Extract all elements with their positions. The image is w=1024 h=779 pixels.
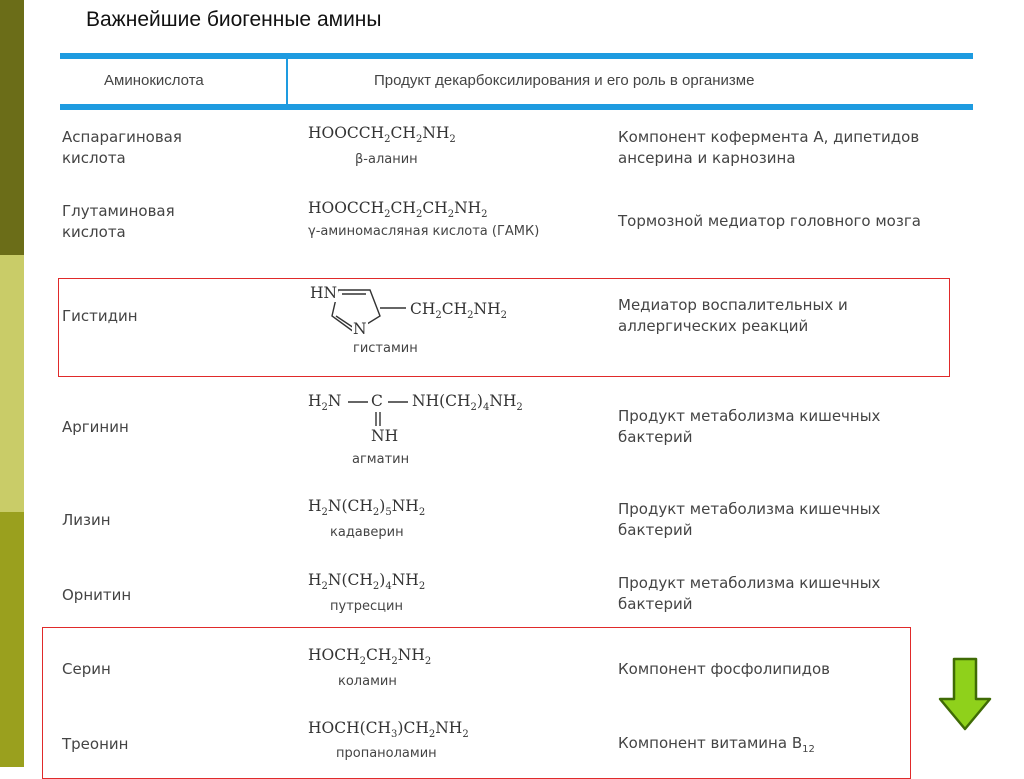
carbon-atom: C (371, 392, 383, 410)
amino-acid-name: Лизин (62, 511, 111, 529)
amino-acid-name: Аспарагиновая кислота (62, 128, 182, 167)
product-formula: $HOCH_2CH_2NH_2$ (308, 646, 432, 668)
product-formula: $H_2N$ (308, 392, 342, 414)
amino-acid-name: Гистидин (62, 307, 138, 325)
product-name: пропаноламин (336, 746, 437, 761)
side-bar-middle (0, 255, 24, 512)
product-role: Медиатор воспалительных и аллергических реакций (618, 296, 848, 335)
header-product: Продукт декарбоксилирования и его роль в организме (374, 72, 755, 89)
product-role: Компонент кофермента А, дипетидов ансерина и карнозина (618, 128, 920, 167)
amino-acid-name: Глутаминовая кислота (62, 202, 175, 241)
product-name: агматин (352, 452, 410, 467)
product-name: β-аланин (355, 152, 418, 167)
table-header-rule (60, 104, 973, 110)
arrow-down-icon[interactable] (938, 657, 992, 733)
product-name: гистамин (353, 341, 418, 356)
slide-title: Важнейшие биогенные амины (86, 8, 382, 31)
product-name: γ-аминомасляная кислота (ГАМК) (308, 224, 540, 239)
amino-acid-name: Аргинин (62, 418, 129, 436)
header-amino-acid: Аминокислота (104, 72, 204, 89)
table-top-rule (60, 53, 973, 59)
amino-acid-name: Треонин (62, 735, 129, 753)
product-formula-tail: $NH(CH_2)_4NH_2$ (412, 392, 523, 414)
imine-group: NH (371, 427, 399, 445)
product-formula: $CH_2CH_2NH_2$ (410, 300, 507, 322)
ring-n-label: N (353, 320, 367, 338)
product-name: кадаверин (330, 525, 404, 540)
product-role: Продукт метаболизма кишечных бактерий (618, 500, 881, 539)
product-name: коламин (338, 674, 397, 689)
product-formula: $H_2N(CH_2)_4NH_2$ (308, 571, 426, 593)
product-role: Компонент фосфолипидов (618, 660, 831, 678)
product-role: Компонент витамина $B_{12}$ (618, 734, 815, 755)
product-formula: $HOOCCH_2CH_2NH_2$ (308, 124, 456, 146)
side-bar-top (0, 0, 24, 255)
amino-acid-name: Серин (62, 660, 111, 678)
product-role: Продукт метаболизма кишечных бактерий (618, 407, 881, 446)
product-role: Тормозной медиатор головного мозга (618, 212, 921, 230)
product-name: путресцин (330, 599, 403, 614)
ring-hn-label: HN (310, 284, 338, 302)
product-formula: $HOCH(CH_3)CH_2NH_2$ (308, 719, 469, 741)
product-formula: $HOOCCH_2CH_2CH_2NH_2$ (308, 199, 488, 221)
product-formula: $H_2N(CH_2)_5NH_2$ (308, 497, 426, 519)
side-bar-bottom (0, 512, 24, 767)
product-role: Продукт метаболизма кишечных бактерий (618, 574, 881, 613)
amino-acid-name: Орнитин (62, 586, 132, 604)
header-separator (286, 59, 288, 104)
